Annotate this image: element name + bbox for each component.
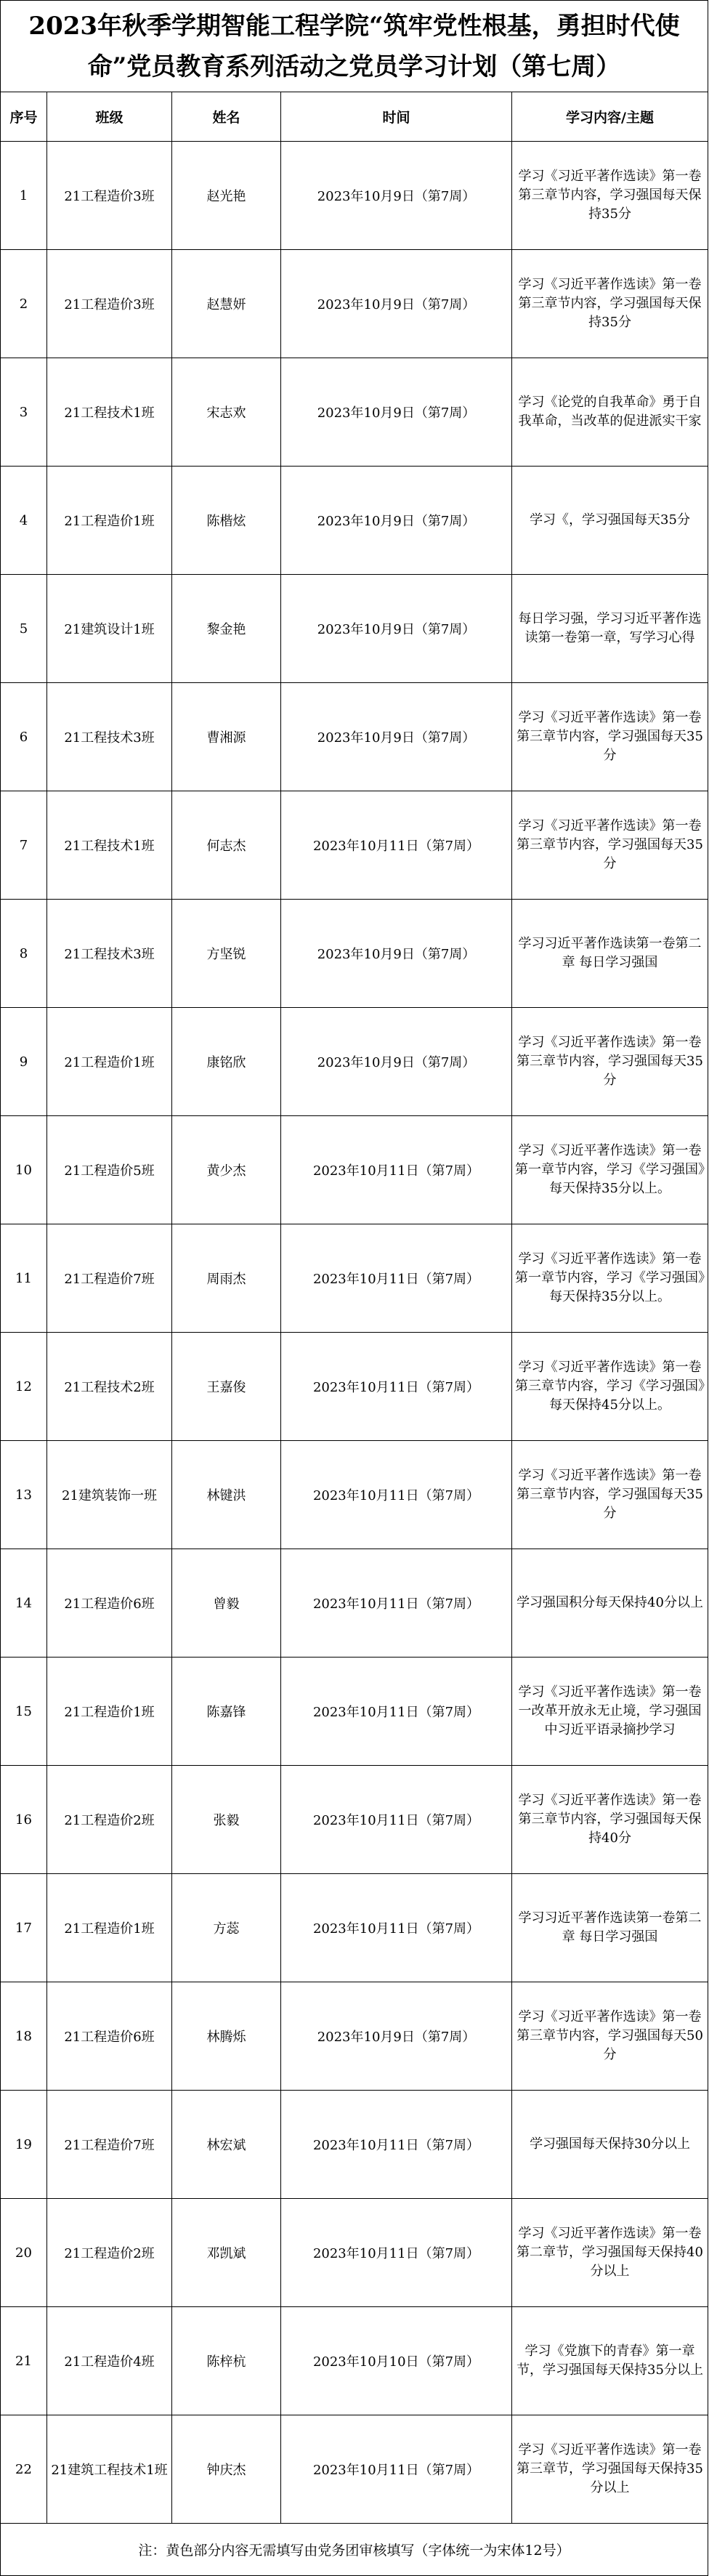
row-index: 16 <box>1 1766 47 1874</box>
row-content: 学习《习近平著作选读》第一卷第二章节，学习强国每天保持40分以上 <box>512 2199 708 2307</box>
row-class: 21工程造价6班 <box>47 1982 172 2091</box>
row-content: 学习《习近平著作选读》第一卷第三章节内容，学习强国每天35分 <box>512 1441 708 1549</box>
row-time: 2023年10月10日（第7周） <box>281 2307 512 2415</box>
row-content: 每日学习强，学习习近平著作选读第一卷第一章，写学习心得 <box>512 575 708 683</box>
row-time: 2023年10月9日（第7周） <box>281 575 512 683</box>
row-index: 7 <box>1 791 47 900</box>
header-name: 姓名 <box>172 92 281 142</box>
table-row <box>1 142 708 250</box>
row-time: 2023年10月11日（第7周） <box>281 1333 512 1441</box>
row-time: 2023年10月11日（第7周） <box>281 2091 512 2199</box>
row-time: 2023年10月11日（第7周） <box>281 791 512 900</box>
row-name: 邓凯斌 <box>172 2199 281 2307</box>
row-name: 曹湘源 <box>172 683 281 791</box>
row-index: 17 <box>1 1874 47 1982</box>
table-row <box>1 2307 708 2415</box>
row-content: 学习《，学习强国每天35分 <box>512 467 708 575</box>
row-index: 5 <box>1 575 47 683</box>
row-name: 陈梓杭 <box>172 2307 281 2415</box>
table-row <box>1 2415 708 2524</box>
table-row <box>1 2199 708 2307</box>
row-class: 21工程技术3班 <box>47 900 172 1008</box>
row-time: 2023年10月11日（第7周） <box>281 1441 512 1549</box>
table-row <box>1 467 708 575</box>
row-content: 学习习近平著作选读第一卷第二章 每日学习强国 <box>512 900 708 1008</box>
row-name: 方坚锐 <box>172 900 281 1008</box>
row-class: 21工程造价1班 <box>47 1008 172 1116</box>
row-content: 学习《习近平著作选读》第一卷第三章节内容，学习强国每天35分 <box>512 791 708 900</box>
row-content: 学习习近平著作选读第一卷第二章 每日学习强国 <box>512 1874 708 1982</box>
table-row <box>1 683 708 791</box>
table-row <box>1 1874 708 1982</box>
row-class: 21工程造价7班 <box>47 1224 172 1333</box>
row-content: 学习《习近平著作选读》第一卷一改革开放永无止境，学习强国中习近平语录摘抄学习 <box>512 1658 708 1766</box>
row-class: 21工程造价1班 <box>47 1658 172 1766</box>
row-time: 2023年10月9日（第7周） <box>281 250 512 358</box>
row-class: 21工程技术1班 <box>47 791 172 900</box>
row-class: 21工程造价3班 <box>47 142 172 250</box>
table-row <box>1 250 708 358</box>
row-index: 6 <box>1 683 47 791</box>
page-title: 2023年秋季学期智能工程学院“筑牢党性根基，勇担时代使命”党员教育系列活动之党员学习计划（第七周） <box>1 1 708 92</box>
row-index: 18 <box>1 1982 47 2091</box>
table-row <box>1 791 708 900</box>
row-time: 2023年10月11日（第7周） <box>281 1766 512 1874</box>
row-index: 4 <box>1 467 47 575</box>
row-content: 学习强国积分每天保持40分以上 <box>512 1549 708 1658</box>
row-name: 周雨杰 <box>172 1224 281 1333</box>
row-name: 林键洪 <box>172 1441 281 1549</box>
row-class: 21工程造价1班 <box>47 467 172 575</box>
row-time: 2023年10月9日（第7周） <box>281 467 512 575</box>
row-index: 9 <box>1 1008 47 1116</box>
row-class: 21建筑装饰一班 <box>47 1441 172 1549</box>
row-content: 学习《习近平著作选读》第一卷第三章节内容，学习强国每天保持40分 <box>512 1766 708 1874</box>
row-class: 21工程技术2班 <box>47 1333 172 1441</box>
table-row <box>1 1116 708 1224</box>
row-name: 钟庆杰 <box>172 2415 281 2524</box>
row-time: 2023年10月11日（第7周） <box>281 1116 512 1224</box>
header-class: 班级 <box>47 92 172 142</box>
row-name: 黄少杰 <box>172 1116 281 1224</box>
table-row <box>1 1766 708 1874</box>
table-row <box>1 900 708 1008</box>
row-name: 赵光艳 <box>172 142 281 250</box>
footer-note: 注：黄色部分内容无需填写由党务团审核填写（字体统一为宋体12号） <box>1 2524 708 2576</box>
row-class: 21工程造价5班 <box>47 1116 172 1224</box>
row-content: 学习《习近平著作选读》第一卷第三章节内容，学习强国每天35分 <box>512 683 708 791</box>
row-content: 学习《党旗下的青春》第一章节，学习强国每天保持35分以上 <box>512 2307 708 2415</box>
row-class: 21建筑工程技术1班 <box>47 2415 172 2524</box>
row-index: 3 <box>1 358 47 467</box>
row-class: 21工程技术3班 <box>47 683 172 791</box>
row-index: 1 <box>1 142 47 250</box>
row-index: 20 <box>1 2199 47 2307</box>
row-name: 康铭欣 <box>172 1008 281 1116</box>
row-content: 学习强国每天保持30分以上 <box>512 2091 708 2199</box>
table-row <box>1 1658 708 1766</box>
row-time: 2023年10月9日（第7周） <box>281 1008 512 1116</box>
table-row <box>1 1549 708 1658</box>
row-class: 21工程造价7班 <box>47 2091 172 2199</box>
row-name: 王嘉俊 <box>172 1333 281 1441</box>
row-name: 赵慧妍 <box>172 250 281 358</box>
row-index: 12 <box>1 1333 47 1441</box>
row-time: 2023年10月9日（第7周） <box>281 142 512 250</box>
title-row <box>1 1 708 92</box>
row-content: 学习《习近平著作选读》第一卷第三章节内容，学习强国每天35分 <box>512 1008 708 1116</box>
row-name: 黎金艳 <box>172 575 281 683</box>
row-content: 学习《论党的自我革命》勇于自我革命，当改革的促进派实干家 <box>512 358 708 467</box>
row-name: 曾毅 <box>172 1549 281 1658</box>
row-time: 2023年10月11日（第7周） <box>281 1658 512 1766</box>
row-content: 学习《习近平著作选读》第一卷第三章节内容，学习《学习强国》每天保持45分以上。 <box>512 1333 708 1441</box>
row-time: 2023年10月9日（第7周） <box>281 358 512 467</box>
row-index: 10 <box>1 1116 47 1224</box>
row-name: 陈楷炫 <box>172 467 281 575</box>
row-index: 14 <box>1 1549 47 1658</box>
row-class: 21工程技术1班 <box>47 358 172 467</box>
row-index: 15 <box>1 1658 47 1766</box>
row-class: 21工程造价2班 <box>47 2199 172 2307</box>
row-name: 宋志欢 <box>172 358 281 467</box>
row-name: 林宏斌 <box>172 2091 281 2199</box>
row-name: 方蕊 <box>172 1874 281 1982</box>
table-row <box>1 1441 708 1549</box>
row-name: 林腾烁 <box>172 1982 281 2091</box>
row-name: 张毅 <box>172 1766 281 1874</box>
row-time: 2023年10月9日（第7周） <box>281 1982 512 2091</box>
row-name: 陈嘉锋 <box>172 1658 281 1766</box>
row-content: 学习《习近平著作选读》第一卷第三章节，学习强国每天保持35分以上 <box>512 2415 708 2524</box>
row-time: 2023年10月9日（第7周） <box>281 900 512 1008</box>
row-class: 21工程造价4班 <box>47 2307 172 2415</box>
row-class: 21工程造价2班 <box>47 1766 172 1874</box>
row-time: 2023年10月11日（第7周） <box>281 2415 512 2524</box>
row-content: 学习《习近平著作选读》第一卷第一章节内容，学习《学习强国》每天保持35分以上。 <box>512 1116 708 1224</box>
table-row <box>1 358 708 467</box>
row-index: 8 <box>1 900 47 1008</box>
table-row <box>1 1333 708 1441</box>
row-class: 21工程造价1班 <box>47 1874 172 1982</box>
row-index: 22 <box>1 2415 47 2524</box>
row-name: 何志杰 <box>172 791 281 900</box>
header-content: 学习内容/主题 <box>512 92 708 142</box>
header-index: 序号 <box>1 92 47 142</box>
row-index: 21 <box>1 2307 47 2415</box>
note-row <box>1 2524 708 2576</box>
header-time: 时间 <box>281 92 512 142</box>
row-time: 2023年10月11日（第7周） <box>281 2199 512 2307</box>
table-row <box>1 1008 708 1116</box>
row-time: 2023年10月9日（第7周） <box>281 683 512 791</box>
row-content: 学习《习近平著作选读》第一卷第一章节内容，学习《学习强国》每天保持35分以上。 <box>512 1224 708 1333</box>
table-row <box>1 1224 708 1333</box>
table-row <box>1 1982 708 2091</box>
row-index: 11 <box>1 1224 47 1333</box>
table-row <box>1 2091 708 2199</box>
row-class: 21工程造价3班 <box>47 250 172 358</box>
row-index: 13 <box>1 1441 47 1549</box>
row-class: 21工程造价6班 <box>47 1549 172 1658</box>
row-content: 学习《习近平著作选读》第一卷第三章节内容，学习强国每天保持35分 <box>512 250 708 358</box>
header-row <box>1 92 708 142</box>
row-time: 2023年10月11日（第7周） <box>281 1224 512 1333</box>
row-content: 学习《习近平著作选读》第一卷第三章节内容，学习强国每天50分 <box>512 1982 708 2091</box>
row-content: 学习《习近平著作选读》第一卷第三章节内容，学习强国每天保持35分 <box>512 142 708 250</box>
table-row <box>1 575 708 683</box>
row-class: 21建筑设计1班 <box>47 575 172 683</box>
row-time: 2023年10月11日（第7周） <box>281 1549 512 1658</box>
row-index: 19 <box>1 2091 47 2199</box>
row-index: 2 <box>1 250 47 358</box>
row-time: 2023年10月11日（第7周） <box>281 1874 512 1982</box>
